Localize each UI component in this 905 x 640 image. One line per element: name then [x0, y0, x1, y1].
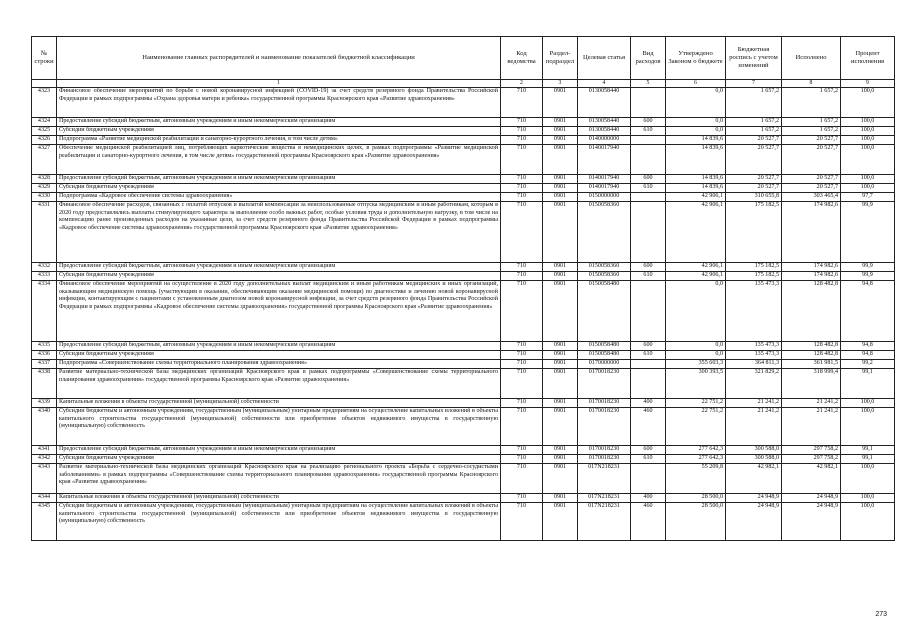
approved-amount: 22 751,2	[666, 408, 726, 446]
target-article: 0150058360	[578, 202, 631, 263]
target-article: 0170018230	[578, 369, 631, 399]
expense-type: 400	[631, 494, 666, 503]
row-number: 4344	[32, 494, 57, 503]
row-number: 4345	[32, 503, 57, 541]
budget-list-amount: 42 982,1	[726, 464, 782, 494]
row-name: Финансовое обеспечение мероприятий по борьбе с новой коронавирусной инфекцией (COVID-19) за счет средств резервного фонда Правительства Российской Федерации в рамках подпрограммы «Охрана здоровья матери и ребенка» государственной программы Красноярского края «Развитие здравоохранения»	[57, 88, 501, 118]
approved-amount: 0,0	[666, 281, 726, 342]
budget-list-amount: 135 473,3	[726, 281, 782, 342]
section-code: 0901	[543, 184, 578, 193]
row-number: 4325	[32, 127, 57, 136]
row-number: 4339	[32, 399, 57, 408]
target-article: 017N218231	[578, 494, 631, 503]
row-number: 4343	[32, 464, 57, 494]
section-code: 0901	[543, 175, 578, 184]
department-code: 710	[501, 145, 543, 175]
department-code: 710	[501, 127, 543, 136]
target-article: 0140017940	[578, 145, 631, 175]
header-name: Наименование главных распорядителей и наименование показателей бюджетной классификации	[57, 37, 501, 80]
budget-list-amount: 1 657,2	[726, 88, 782, 118]
section-code: 0901	[543, 272, 578, 281]
expense-type: 600	[631, 118, 666, 127]
target-article: 0150058360	[578, 272, 631, 281]
row-number: 4334	[32, 281, 57, 342]
expense-type: 610	[631, 455, 666, 464]
execution-percent: 100,0	[841, 399, 895, 408]
expense-type	[631, 136, 666, 145]
row-name: Субсидии бюджетным и автономным учреждениям, государственным (муниципальным) унитарным предприятиям на осуществление капитальных вложений в объекты капитального строительства государственной (муниципальной) собственности или приобретение объектов недвижимого имущества в государственную (муниципальную) собственность	[57, 503, 501, 541]
execution-percent: 99,2	[841, 360, 895, 369]
budget-report-sheet	[31, 36, 894, 541]
row-name: Предоставление субсидий бюджетным, автономным учреждениям и иным некоммерческим организациям	[57, 175, 501, 184]
target-article: 0130058440	[578, 88, 631, 118]
budget-list-amount: 20 527,7	[726, 184, 782, 193]
executed-amount: 24 948,9	[782, 503, 841, 541]
table-row	[32, 369, 895, 399]
execution-percent: 99,1	[841, 455, 895, 464]
expense-type: 600	[631, 263, 666, 272]
department-code: 710	[501, 175, 543, 184]
target-article: 0130058440	[578, 118, 631, 127]
table-row	[32, 127, 895, 136]
department-code: 710	[501, 360, 543, 369]
section-code: 0901	[543, 399, 578, 408]
table-row	[32, 351, 895, 360]
executed-amount: 318 999,4	[782, 369, 841, 399]
table-row	[32, 202, 895, 263]
budget-list-amount: 1 657,2	[726, 127, 782, 136]
target-article: 0150058480	[578, 281, 631, 342]
row-number: 4326	[32, 136, 57, 145]
approved-amount: 14 839,6	[666, 175, 726, 184]
approved-amount: 0,0	[666, 88, 726, 118]
row-name: Подпрограмма «Развитие медицинской реабилитации и санаторно-курортного лечения, в том числе детям»	[57, 136, 501, 145]
column-number	[32, 80, 57, 88]
budget-list-amount: 175 182,5	[726, 263, 782, 272]
approved-amount: 0,0	[666, 342, 726, 351]
execution-percent: 100,0	[841, 184, 895, 193]
executed-amount: 174 982,6	[782, 263, 841, 272]
department-code: 710	[501, 202, 543, 263]
department-code: 710	[501, 342, 543, 351]
table-row	[32, 193, 895, 202]
execution-percent: 100,0	[841, 494, 895, 503]
expense-type: 460	[631, 408, 666, 446]
column-number-row	[32, 80, 895, 88]
budget-list-amount: 20 527,7	[726, 175, 782, 184]
table-row	[32, 464, 895, 494]
department-code: 710	[501, 263, 543, 272]
column-number: 9	[841, 80, 895, 88]
section-code: 0901	[543, 369, 578, 399]
column-number: 6	[666, 80, 726, 88]
row-number: 4336	[32, 351, 57, 360]
target-article: 0170018230	[578, 455, 631, 464]
target-article: 017N218231	[578, 503, 631, 541]
execution-percent: 100,0	[841, 408, 895, 446]
department-code: 710	[501, 446, 543, 455]
department-code: 710	[501, 369, 543, 399]
row-name: Предоставление субсидий бюджетным, автономным учреждениям и иным некоммерческим организациям	[57, 446, 501, 455]
target-article: 0170018230	[578, 399, 631, 408]
approved-amount: 42 906,1	[666, 202, 726, 263]
executed-amount: 20 527,7	[782, 136, 841, 145]
row-name: Предоставление субсидий бюджетным, автономным учреждениям и иным некоммерческим организациям	[57, 342, 501, 351]
expense-type: 610	[631, 351, 666, 360]
row-number: 4342	[32, 455, 57, 464]
budget-list-amount: 21 241,2	[726, 399, 782, 408]
header-target-article: Целевая статья	[578, 37, 631, 80]
section-code: 0901	[543, 145, 578, 175]
executed-amount: 21 241,2	[782, 399, 841, 408]
expense-type: 610	[631, 272, 666, 281]
row-number: 4323	[32, 88, 57, 118]
executed-amount: 361 981,5	[782, 360, 841, 369]
row-number: 4324	[32, 118, 57, 127]
execution-percent: 99,9	[841, 272, 895, 281]
table-row	[32, 184, 895, 193]
header-department-code: Код ведомства	[501, 37, 543, 80]
budget-list-amount: 24 948,9	[726, 503, 782, 541]
table-row	[32, 494, 895, 503]
executed-amount: 128 482,8	[782, 281, 841, 342]
budget-list-amount: 175 182,5	[726, 202, 782, 263]
execution-percent: 100,0	[841, 464, 895, 494]
row-number: 4329	[32, 184, 57, 193]
expense-type: 600	[631, 342, 666, 351]
header-budget-list: Бюджетная роспись с учетом изменений	[726, 37, 782, 80]
section-code: 0901	[543, 408, 578, 446]
expense-type: 400	[631, 399, 666, 408]
table-row	[32, 272, 895, 281]
department-code: 710	[501, 464, 543, 494]
approved-amount: 277 642,3	[666, 446, 726, 455]
budget-list-amount: 364 811,3	[726, 360, 782, 369]
expense-type	[631, 464, 666, 494]
expense-type	[631, 202, 666, 263]
approved-amount: 22 751,2	[666, 399, 726, 408]
expense-type	[631, 360, 666, 369]
budget-list-amount: 321 829,2	[726, 369, 782, 399]
approved-amount: 28 500,0	[666, 494, 726, 503]
approved-amount: 28 500,0	[666, 503, 726, 541]
section-code: 0901	[543, 193, 578, 202]
executed-amount: 1 657,2	[782, 118, 841, 127]
target-article: 0170018230	[578, 446, 631, 455]
row-name: Финансовое обеспечение мероприятий на осуществление в 2020 году дополнительных выплат медицинским и иным работникам медицинских и иных организаций, оказывающим медицинскую помощь (участвующим в оказании, обеспечивающим оказание медицинской помощи) по диагностике и лечению новой коронавирусной инфекции, контактирующим с пациентами с установленным диагнозом новой коронавирусной инфекции, за счет средств резервного фонда Правительства Российской Федерации в рамках подпрограммы «Кадровое обеспечение системы здравоохранения» государственной программы Красноярского края «Развитие здравоохранения»	[57, 281, 501, 342]
approved-amount: 14 839,6	[666, 136, 726, 145]
header-approved: Утверждено Законом о бюджете	[666, 37, 726, 80]
column-number: 1	[57, 80, 501, 88]
target-article: 0140017940	[578, 175, 631, 184]
row-name: Субсидии бюджетным учреждениям	[57, 184, 501, 193]
row-number: 4337	[32, 360, 57, 369]
section-code: 0901	[543, 202, 578, 263]
execution-percent: 100,0	[841, 118, 895, 127]
executed-amount: 303 465,4	[782, 193, 841, 202]
target-article: 0150058480	[578, 351, 631, 360]
row-name: Субсидии бюджетным и автономным учреждениям, государственным (муниципальным) унитарным предприятиям на осуществление капитальных вложений в объекты капитального строительства государственной (муниципальной) собственности или приобретение объектов недвижимого имущества в государственную (муниципальную) собственность	[57, 408, 501, 446]
executed-amount: 1 657,2	[782, 127, 841, 136]
executed-amount: 297 758,2	[782, 446, 841, 455]
expense-type	[631, 193, 666, 202]
row-name: Субсидии бюджетным учреждениям	[57, 127, 501, 136]
header-row-number: № строки	[32, 37, 57, 80]
execution-percent: 94,8	[841, 351, 895, 360]
target-article: 017N218231	[578, 464, 631, 494]
executed-amount: 128 482,8	[782, 351, 841, 360]
execution-percent: 99,9	[841, 263, 895, 272]
row-number: 4331	[32, 202, 57, 263]
row-name: Капитальные вложения в объекты государственной (муниципальной) собственности	[57, 494, 501, 503]
row-name: Субсидии бюджетным учреждениям	[57, 455, 501, 464]
executed-amount: 21 241,2	[782, 408, 841, 446]
approved-amount: 42 906,1	[666, 263, 726, 272]
department-code: 710	[501, 184, 543, 193]
expense-type: 610	[631, 127, 666, 136]
budget-list-amount: 175 182,5	[726, 272, 782, 281]
budget-list-amount: 300 588,0	[726, 446, 782, 455]
row-number: 4327	[32, 145, 57, 175]
row-number: 4330	[32, 193, 57, 202]
row-number: 4332	[32, 263, 57, 272]
section-code: 0901	[543, 263, 578, 272]
department-code: 710	[501, 503, 543, 541]
executed-amount: 42 982,1	[782, 464, 841, 494]
row-name: Обеспечение медицинской реабилитацией лиц, потребляющих наркотические вещества в немедицинских целях, в рамках подпрограммы «Развитие медицинской реабилитации и санаторно-курортного лечения, в том числе детям» государственной программы Красноярского края «Развитие здравоохранения»	[57, 145, 501, 175]
table-header-row	[32, 37, 895, 80]
department-code: 710	[501, 118, 543, 127]
department-code: 710	[501, 351, 543, 360]
table-row	[32, 88, 895, 118]
header-percent: Процент исполнения	[841, 37, 895, 80]
execution-percent: 100,0	[841, 145, 895, 175]
execution-percent: 99,1	[841, 369, 895, 399]
executed-amount: 1 657,2	[782, 88, 841, 118]
execution-percent: 94,8	[841, 342, 895, 351]
budget-list-amount: 135 473,3	[726, 342, 782, 351]
table-row	[32, 408, 895, 446]
department-code: 710	[501, 408, 543, 446]
table-row	[32, 503, 895, 541]
execution-percent: 100,0	[841, 127, 895, 136]
execution-percent: 97,7	[841, 193, 895, 202]
row-name: Субсидии бюджетным учреждениям	[57, 351, 501, 360]
budget-list-amount: 21 241,2	[726, 408, 782, 446]
department-code: 710	[501, 88, 543, 118]
row-name: Предоставление субсидий бюджетным, автономным учреждениям и иным некоммерческим организациям	[57, 118, 501, 127]
section-code: 0901	[543, 446, 578, 455]
approved-amount: 14 839,6	[666, 184, 726, 193]
section-code: 0901	[543, 118, 578, 127]
row-name: Финансовое обеспечение расходов, связанных с оплатой отпусков и выплатой компенсации за неиспользованные отпуска медицинским и иным работникам, которым в 2020 году предоставлялись выплаты стимулирующего характера за выполнение особо важных работ, особые условия труда и дополнительную нагрузку, в том числе на компенсацию ранее произведенных расходов на указанные цели, за счет средств резервного фонда Правительства Российской Федерации в рамках подпрограммы «Кадровое обеспечение системы здравоохранения» государственной программы Красноярского края «Развитие здравоохранения»	[57, 202, 501, 263]
row-number: 4338	[32, 369, 57, 399]
executed-amount: 20 527,7	[782, 145, 841, 175]
row-name: Подпрограмма «Совершенствование схемы территориального планирования здравоохранения»	[57, 360, 501, 369]
executed-amount: 20 527,7	[782, 175, 841, 184]
section-code: 0901	[543, 351, 578, 360]
budget-table	[31, 36, 895, 541]
section-code: 0901	[543, 464, 578, 494]
column-number: 2	[501, 80, 543, 88]
table-row	[32, 118, 895, 127]
expense-type: 600	[631, 175, 666, 184]
approved-amount: 55 209,8	[666, 464, 726, 494]
row-name: Капитальные вложения в объекты государственной (муниципальной) собственности	[57, 399, 501, 408]
budget-list-amount: 20 527,7	[726, 145, 782, 175]
section-code: 0901	[543, 455, 578, 464]
approved-amount: 42 906,1	[666, 193, 726, 202]
execution-percent: 100,0	[841, 88, 895, 118]
approved-amount: 0,0	[666, 351, 726, 360]
budget-list-amount: 1 657,2	[726, 118, 782, 127]
row-name: Развитие материально-технической базы медицинских организаций Красноярского края в рамках подпрограммы «Совершенствование схемы территориального планирования здравоохранения» государственной программы Красноярского края «Развитие здравоохранения»	[57, 369, 501, 399]
budget-list-amount: 310 655,8	[726, 193, 782, 202]
table-row	[32, 342, 895, 351]
target-article: 0130058440	[578, 127, 631, 136]
row-number: 4328	[32, 175, 57, 184]
section-code: 0901	[543, 360, 578, 369]
executed-amount: 297 758,2	[782, 455, 841, 464]
target-article: 0150000000	[578, 193, 631, 202]
table-body	[32, 88, 895, 541]
executed-amount: 128 482,8	[782, 342, 841, 351]
approved-amount: 277 642,3	[666, 455, 726, 464]
column-number: 3	[543, 80, 578, 88]
execution-percent: 100,0	[841, 136, 895, 145]
table-row	[32, 446, 895, 455]
section-code: 0901	[543, 494, 578, 503]
execution-percent: 100,0	[841, 175, 895, 184]
expense-type: 610	[631, 184, 666, 193]
execution-percent: 100,0	[841, 503, 895, 541]
approved-amount: 14 839,6	[666, 145, 726, 175]
row-number: 4341	[32, 446, 57, 455]
row-number: 4340	[32, 408, 57, 446]
approved-amount: 355 603,3	[666, 360, 726, 369]
row-name: Субсидии бюджетным учреждениям	[57, 272, 501, 281]
execution-percent: 94,8	[841, 281, 895, 342]
page-number: 273	[875, 611, 887, 618]
section-code: 0901	[543, 88, 578, 118]
table-row	[32, 136, 895, 145]
expense-type	[631, 281, 666, 342]
target-article: 0170000000	[578, 360, 631, 369]
header-expense-type: Вид расходов	[631, 37, 666, 80]
section-code: 0901	[543, 503, 578, 541]
row-name: Предоставление субсидий бюджетным, автономным учреждениям и иным некоммерческим организациям	[57, 263, 501, 272]
executed-amount: 174 982,6	[782, 202, 841, 263]
header-section: Раздел-подраздел	[543, 37, 578, 80]
department-code: 710	[501, 281, 543, 342]
section-code: 0901	[543, 136, 578, 145]
department-code: 710	[501, 494, 543, 503]
table-row	[32, 399, 895, 408]
target-article: 0150058360	[578, 263, 631, 272]
department-code: 710	[501, 272, 543, 281]
table-row	[32, 281, 895, 342]
target-article: 0170018230	[578, 408, 631, 446]
execution-percent: 99,1	[841, 446, 895, 455]
column-number: 5	[631, 80, 666, 88]
header-executed: Исполнено	[782, 37, 841, 80]
budget-list-amount: 24 948,9	[726, 494, 782, 503]
expense-type: 600	[631, 446, 666, 455]
section-code: 0901	[543, 342, 578, 351]
column-number: 7	[726, 80, 782, 88]
row-number: 4333	[32, 272, 57, 281]
target-article: 0150058480	[578, 342, 631, 351]
execution-percent: 99,9	[841, 202, 895, 263]
table-row	[32, 455, 895, 464]
row-name: Подпрограмма «Кадровое обеспечение системы здравоохранения»	[57, 193, 501, 202]
budget-list-amount: 300 588,0	[726, 455, 782, 464]
approved-amount: 42 906,1	[666, 272, 726, 281]
department-code: 710	[501, 193, 543, 202]
department-code: 710	[501, 136, 543, 145]
table-row	[32, 145, 895, 175]
section-code: 0901	[543, 127, 578, 136]
row-name: Развитие материально-технической базы медицинских организаций Красноярского края на реализацию регионального проекта «Борьба с сердечно-сосудистыми заболеваниями» в рамках подпрограммы «Совершенствование схемы территориального планирования здравоохранения» государственной программы Красноярского края «Развитие здравоохранения»	[57, 464, 501, 494]
table-row	[32, 360, 895, 369]
department-code: 710	[501, 399, 543, 408]
expense-type	[631, 88, 666, 118]
column-number: 4	[578, 80, 631, 88]
target-article: 0140000000	[578, 136, 631, 145]
row-number: 4335	[32, 342, 57, 351]
table-row	[32, 263, 895, 272]
table-row	[32, 175, 895, 184]
budget-list-amount: 20 527,7	[726, 136, 782, 145]
column-number: 8	[782, 80, 841, 88]
executed-amount: 24 948,9	[782, 494, 841, 503]
section-code: 0901	[543, 281, 578, 342]
executed-amount: 20 527,7	[782, 184, 841, 193]
budget-list-amount: 135 473,3	[726, 351, 782, 360]
approved-amount: 300 393,5	[666, 369, 726, 399]
target-article: 0140017940	[578, 184, 631, 193]
expense-type	[631, 145, 666, 175]
executed-amount: 174 982,6	[782, 272, 841, 281]
department-code: 710	[501, 455, 543, 464]
expense-type: 460	[631, 503, 666, 541]
expense-type	[631, 369, 666, 399]
approved-amount: 0,0	[666, 118, 726, 127]
approved-amount: 0,0	[666, 127, 726, 136]
